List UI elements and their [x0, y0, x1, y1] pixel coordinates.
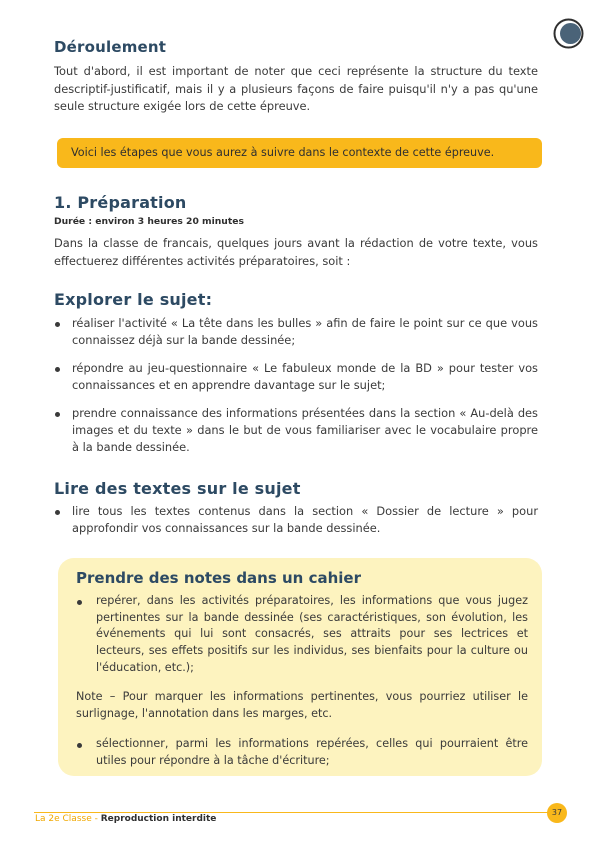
- list-item-text: sélectionner, parmi les informations repérées, celles qui pourraient être utiles pour répondre à la tâche d'écriture;: [96, 737, 528, 767]
- list-item-text: repérer, dans les activités préparatoires, les informations que vous jugez pertinentes sur la bande dessinée (ses caractéristiques, son évolution, les événements qui lui sont consacrés, ses attraits pour ses lectrices et lecteurs, ses effets positifs sur les individus, ses bienfaits pour la culture ou l'éducation, etc.);: [96, 594, 528, 674]
- section-title-explorer: Explorer le sujet:: [54, 290, 213, 309]
- footer-rights: Reproduction interdite: [100, 814, 217, 824]
- list-item-text: répondre au jeu-questionnaire « Le fabuleux monde de la BD » pour tester vos connaissances et en apprendre davantage sur le sujet;: [72, 361, 538, 392]
- section-title-deroulement: Déroulement: [54, 38, 167, 56]
- list-item: [54, 405, 538, 456]
- section-title-notes: Prendre des notes dans un cahier: [76, 569, 361, 587]
- list-item: [54, 503, 538, 537]
- duration-label: Durée : environ 3 heures 20 minutes: [54, 216, 244, 227]
- notes-list-2: [76, 736, 528, 769]
- list-item-text: réaliser l'activité « La tête dans les bulles » afin de faire le point sur ce que vous connaissez déjà sur la bande dessinée;: [72, 316, 538, 347]
- la-2e-classe-logo: [553, 18, 584, 49]
- section-title-preparation: 1. Préparation: [54, 193, 187, 212]
- list-item: [54, 315, 538, 349]
- notes-note: Note – Pour marquer les informations pertinentes, vous pourriez utiliser le surlignage, l'annotation dans les marges, etc.: [76, 690, 528, 720]
- notes-box: [58, 558, 542, 776]
- notes-list: [76, 593, 528, 677]
- list-item-text: prendre connaissance des informations présentées dans la section « Au-delà des images et du texte » dans le but de vous familiariser avec le vocabulaire propre à la bande dessinée.: [72, 406, 538, 454]
- footer-divider: [34, 812, 550, 813]
- lire-list: [54, 503, 538, 548]
- list-item: [54, 360, 538, 394]
- list-item: [76, 593, 528, 677]
- page-number: 37: [547, 803, 567, 823]
- bullet-icon: [55, 510, 60, 515]
- section-title-lire: Lire des textes sur le sujet: [54, 479, 301, 498]
- list-item: [76, 736, 528, 769]
- explorer-list: [54, 315, 538, 467]
- preparation-paragraph: Dans la classe de francais, quelques jours avant la rédaction de votre texte, vous effectuerez différentes activités préparatoires, soit :: [54, 236, 538, 268]
- bullet-icon: [55, 412, 60, 417]
- footer-separator: -: [91, 814, 101, 824]
- bullet-icon: [55, 322, 60, 327]
- footer: [35, 814, 216, 824]
- bullet-icon: [55, 367, 60, 372]
- bullet-icon: [77, 600, 82, 605]
- steps-callout: Voici les étapes que vous aurez à suivre dans le contexte de cette épreuve.: [57, 138, 542, 168]
- deroulement-paragraph: Tout d'abord, il est important de noter que ceci représente la structure du texte descriptif-justificatif, mais il y a plusieurs façons de faire puisqu'il n'y a pas qu'une seule structure exigée lors de cette épreuve.: [54, 64, 538, 113]
- bullet-icon: [77, 743, 82, 748]
- footer-brand: La 2e Classe: [35, 814, 92, 824]
- list-item-text: lire tous les textes contenus dans la section « Dossier de lecture » pour approfondir vos connaissances sur la bande dessinée.: [72, 504, 538, 535]
